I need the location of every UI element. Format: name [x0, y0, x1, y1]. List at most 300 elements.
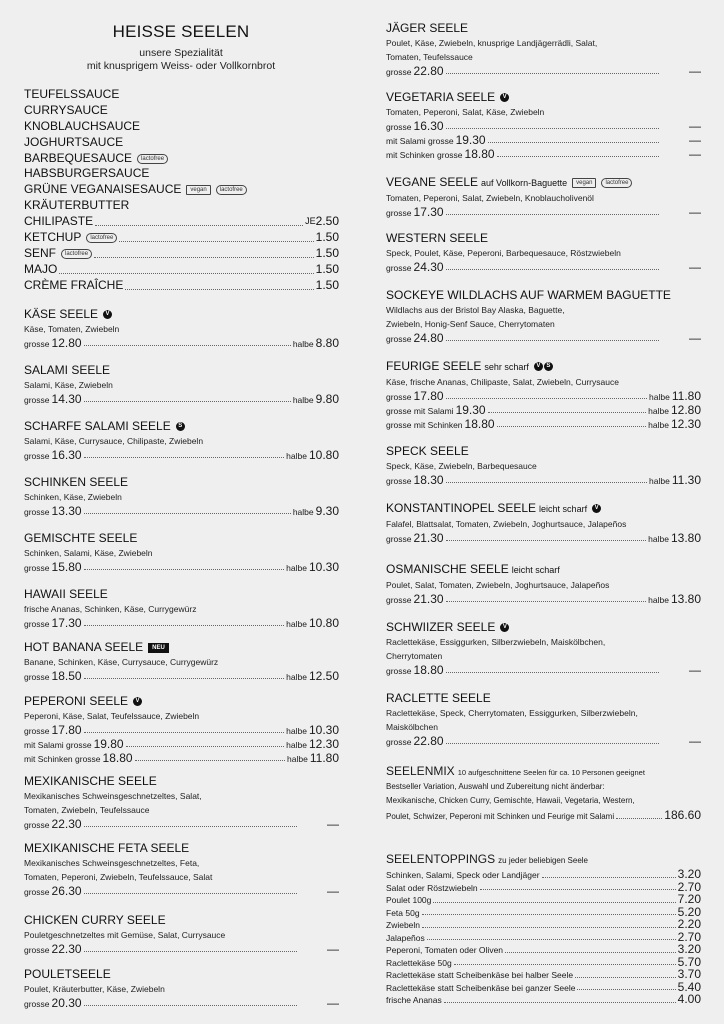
item-description: Poulet, Kräuterbutter, Käse, Zwiebeln [24, 984, 165, 994]
topping-item [386, 893, 701, 906]
item-title [24, 694, 339, 709]
item-description: Pouletgeschnetzeltes mit Gemüse, Salat, Currysauce [24, 930, 226, 940]
price-row [24, 723, 339, 737]
half-price: 11.80 [671, 389, 701, 403]
sauce-item [24, 198, 339, 213]
half-price: 12.50 [308, 669, 339, 683]
size-label: grosse [24, 887, 50, 897]
half-price: 13.80 [670, 592, 701, 606]
no-half-dash: — [689, 64, 701, 78]
large-price: 17.80 [413, 389, 444, 403]
topping-price: 7.20 [677, 892, 701, 906]
sauce-name: BARBEQUESAUCE [24, 151, 133, 165]
leader-dots [446, 601, 647, 602]
item-description: Tomaten, Peperoni, Salat, Käse, Zwiebeln [386, 107, 545, 117]
item-name: VEGANE SEELE [386, 175, 479, 189]
large-price: 22.80 [413, 64, 444, 78]
no-half-dash: — [689, 133, 701, 147]
large-price: 18.80 [102, 751, 133, 765]
price-row [386, 592, 701, 606]
seelenmix-desc: Mexikanische, Chicken Curry, Gemischte, Hawaii, Vegetaria, Western, [386, 796, 635, 805]
item-subtitle: leicht scharf [539, 504, 588, 514]
half-price: 10.30 [308, 723, 339, 737]
sauce-name: KETCHUP [24, 230, 82, 244]
leader-dots [575, 977, 676, 978]
large-price: 15.80 [51, 560, 82, 574]
large-price: 26.30 [51, 884, 82, 898]
leader-dots [84, 625, 285, 626]
sauce-name: TEUFELSSAUCE [24, 87, 120, 101]
sauce-name: GRÜNE VEGANAISESAUCE [24, 182, 182, 196]
leader-dots [446, 482, 648, 483]
page-title: HEISSE SEELEN [112, 22, 250, 41]
page-subtitle: unsere Spezialität mit knusprigem Weiss- oder Vollkornbrot [86, 47, 276, 72]
sauce-name: KNOBLAUCHSAUCE [24, 119, 141, 133]
leader-dots [488, 412, 647, 413]
half-price: 9.30 [315, 504, 339, 518]
large-price: 16.30 [413, 119, 444, 133]
menu-item [386, 175, 701, 219]
leader-dots [84, 345, 291, 346]
price-row [386, 260, 701, 274]
topping-name: Zwiebeln [386, 920, 421, 930]
price-row [386, 119, 701, 133]
item-description: Raclettekäse, Essiggurken, Silberzwiebeln, Maiskölbchen, [386, 637, 606, 647]
price-row [386, 389, 701, 403]
sauce-name: CRÈME FRAÎCHE [24, 278, 124, 292]
item-name: WESTERN SEELE [386, 231, 489, 245]
size-label: mit Salami grosse [24, 740, 92, 750]
size-label: grosse [24, 820, 50, 830]
leader-dots [446, 214, 659, 215]
half-label: halbe [286, 672, 307, 682]
item-description: Mexikanisches Schweinsgeschnetzeltes, Feta, [24, 858, 200, 868]
menu-item [24, 307, 339, 350]
item-description: Poulet, Salat, Tomaten, Zwiebeln, Joghurtsauce, Jalapeños [386, 580, 610, 590]
topping-price: 2.20 [677, 917, 701, 931]
half-label: halbe [292, 395, 314, 405]
price-row [24, 884, 339, 898]
topping-name: Salat oder Röstzwiebeln [386, 882, 478, 893]
topping-name: Feta 50g [386, 907, 420, 918]
item-name: SPECK SEELE [386, 444, 469, 458]
item-name: MEXIKANISCHE SEELE [24, 774, 157, 788]
leader-dots [125, 289, 313, 290]
item-description: Maiskölbchen [386, 722, 438, 732]
item-name: POULETSEELE [24, 967, 111, 981]
size-label: grosse [24, 451, 50, 461]
item-description: Tomaten, Teufelssauce [386, 52, 473, 62]
size-label: mit Schinken grosse [386, 150, 463, 160]
item-title [24, 475, 339, 490]
price-row [386, 205, 701, 219]
price-row [386, 403, 701, 417]
item-description: Schinken, Salami, Käse, Zwiebeln [24, 548, 153, 558]
price-row [386, 663, 701, 677]
half-price: 9.80 [315, 392, 339, 406]
half-label: halbe [287, 754, 308, 764]
sauce-price: 1.50 [315, 262, 339, 276]
menu-item [24, 913, 339, 956]
size-label: grosse [386, 67, 412, 77]
topping-item [386, 906, 701, 919]
item-title [24, 774, 339, 789]
item-name: CHICKEN CURRY SEELE [24, 913, 166, 927]
item-description: Mexikanisches Schweinsgeschnetzeltes, Salat, [24, 791, 202, 801]
price-row [24, 448, 339, 462]
topping-item [386, 943, 701, 956]
item-title [24, 841, 339, 856]
item-title [386, 444, 701, 459]
item-description: Speck, Poulet, Käse, Peperoni, Barbequesauce, Röstzwiebeln [386, 248, 621, 258]
item-name: MEXIKANISCHE FETA SEELE [24, 841, 190, 855]
item-description: Banane, Schinken, Käse, Currysauce, Currygewürz [24, 657, 219, 667]
large-price: 18.30 [413, 473, 444, 487]
item-title [24, 419, 339, 434]
item-title [386, 288, 701, 303]
large-price: 18.50 [51, 669, 82, 683]
no-half-dash: — [327, 942, 339, 956]
size-label: grosse [24, 999, 50, 1009]
half-label: halbe [648, 534, 669, 544]
topping-name: Jalapeños [386, 932, 425, 943]
item-description: Schinken, Käse, Zwiebeln [24, 492, 122, 502]
topping-price: 2.70 [677, 879, 701, 894]
topping-name: Raclettekäse statt Scheibenkäse bei halber Seele [386, 970, 574, 980]
large-price: 16.30 [51, 448, 82, 462]
item-title [386, 562, 701, 578]
no-half-dash: — [689, 260, 701, 274]
half-price: 10.30 [308, 560, 339, 574]
vegetarian-icon: V [103, 310, 112, 319]
item-description: Peperoni, Käse, Salat, Teufelssauce, Zwiebeln [24, 711, 200, 721]
leader-dots [488, 142, 659, 143]
item-name: GEMISCHTE SEELE [24, 531, 138, 545]
item-name: RACLETTE SEELE [386, 691, 491, 705]
leader-dots [446, 340, 659, 341]
vegan-badge: vegan [186, 185, 210, 195]
price-row [24, 996, 339, 1010]
item-title [386, 175, 701, 191]
leader-dots [84, 569, 285, 570]
seelenmix-section [386, 764, 701, 822]
item-subtitle: leicht scharf [511, 565, 560, 575]
item-title [386, 620, 701, 635]
leader-dots [444, 1002, 676, 1003]
price-row [386, 331, 701, 345]
sauce-name: KRÄUTERBUTTER [24, 198, 130, 212]
size-label: grosse [24, 672, 50, 682]
sauce-item [24, 151, 339, 166]
topping-price: 5.40 [677, 979, 701, 994]
vegetarian-icon: V [500, 623, 509, 632]
seelenmix-price: 186.60 [664, 808, 701, 822]
half-label: halbe [648, 406, 669, 416]
item-title [386, 501, 701, 517]
menu-item [24, 694, 339, 765]
sauce-item [24, 262, 339, 277]
large-price: 14.30 [51, 392, 82, 406]
sauce-item [24, 214, 339, 229]
price-row [24, 942, 339, 956]
large-price: 18.80 [413, 663, 444, 677]
size-label: grosse [24, 619, 50, 629]
menu-item [386, 620, 701, 677]
seelenmix-price-row: Poulet, Schwizer, Peperoni mit Schinken und Feurige mit Salami 186.60 [386, 808, 701, 822]
leader-dots [497, 426, 647, 427]
seelenmix-title: SEELENMIX 10 aufgeschnittene Seelen für ca. 10 Personen geeignet [386, 764, 645, 778]
item-subtitle: auf Vollkorn-Baguette [481, 178, 568, 188]
leader-dots [422, 914, 676, 915]
large-price: 17.80 [51, 723, 82, 737]
topping-name: Raclettekäse statt Scheibenkäse bei ganzer Seele [386, 982, 576, 993]
half-price: 12.30 [308, 737, 339, 751]
half-label: halbe [286, 726, 307, 736]
size-label: grosse mit Salami [386, 406, 454, 416]
price-row [386, 147, 701, 161]
lactofree-badge: lactofree [137, 154, 168, 164]
large-price: 17.30 [51, 616, 82, 630]
leader-dots [84, 678, 285, 679]
item-name: PEPERONI SEELE [24, 694, 129, 708]
leader-dots [542, 877, 676, 878]
item-name: OSMANISCHE SEELE [386, 562, 509, 576]
half-label: halbe [286, 451, 307, 461]
half-label: halbe [292, 339, 314, 349]
leader-dots [446, 672, 659, 673]
item-title [24, 640, 339, 655]
half-label: halbe [292, 507, 314, 517]
leader-dots [84, 826, 297, 827]
sauce-item [24, 230, 339, 245]
size-label: mit Schinken grosse [24, 754, 101, 764]
size-label: grosse [24, 395, 50, 405]
no-half-dash: — [689, 119, 701, 133]
sauce-price: 2.50 [315, 214, 339, 228]
lactofree-badge: lactofree [216, 185, 247, 195]
price-row [24, 504, 339, 518]
large-price: 18.80 [464, 147, 495, 161]
price-row [24, 751, 339, 765]
topping-name: Peperoni, Tomaten oder Oliven [386, 945, 504, 955]
large-price: 17.30 [413, 205, 444, 219]
item-title [24, 587, 339, 602]
item-title [24, 967, 339, 982]
large-price: 24.30 [413, 260, 444, 274]
menu-item [386, 90, 701, 161]
spicy-icon: S [176, 422, 185, 431]
half-label: halbe [649, 392, 670, 402]
item-title [386, 90, 701, 105]
topping-item [386, 931, 701, 944]
leader-dots [480, 889, 676, 890]
leader-dots [422, 927, 676, 928]
topping-item [386, 968, 701, 981]
sauce-item [24, 119, 339, 134]
lactofree-badge: lactofree [61, 249, 92, 259]
menu-item [386, 562, 701, 606]
no-half-dash: — [689, 734, 701, 748]
topping-item [386, 981, 701, 994]
sauce-price: 1.50 [315, 278, 339, 292]
size-label: grosse [24, 945, 50, 955]
toppings-list [386, 868, 701, 1006]
leader-dots [427, 939, 676, 940]
item-name: JÄGER SEELE [386, 21, 469, 35]
item-description: Zwiebeln, Honig-Senf Sauce, Cherrytomaten [386, 319, 555, 329]
large-price: 20.30 [51, 996, 82, 1010]
leader-dots [84, 893, 297, 894]
leader-dots [84, 1005, 297, 1006]
half-price: 11.30 [671, 473, 701, 487]
item-name: SCHWIIZER SEELE [386, 620, 496, 634]
half-label: halbe [648, 420, 669, 430]
seelenmix-desc: Bestseller Variation, Auswahl und Zubereitung nicht änderbar: [386, 782, 605, 791]
vegan-badge: vegan [572, 178, 596, 188]
item-name: KONSTANTINOPEL SEELE [386, 501, 537, 515]
price-row [24, 669, 339, 683]
price-row [386, 133, 701, 147]
toppings-title: SEELENTOPPINGS zu jeder beliebigen Seele [386, 852, 588, 866]
leader-dots [84, 951, 297, 952]
topping-name: Raclettekäse 50g [386, 957, 452, 968]
item-name: HAWAII SEELE [24, 587, 108, 601]
size-label: grosse [24, 726, 50, 736]
item-title [24, 531, 339, 546]
no-half-dash: — [689, 663, 701, 677]
sauce-price: 1.50 [315, 230, 339, 244]
sauce-price: 1.50 [315, 246, 339, 260]
large-price: 19.30 [455, 403, 486, 417]
vegetarian-icon: V [534, 362, 543, 371]
size-label: grosse [386, 476, 412, 486]
item-description: Salami, Käse, Currysauce, Chilipaste, Zwiebeln [24, 436, 204, 446]
right-column [362, 0, 724, 1024]
item-name: VEGETARIA SEELE [386, 90, 496, 104]
half-price: 10.80 [308, 448, 339, 462]
no-half-dash: — [327, 884, 339, 898]
size-label: grosse [386, 122, 412, 132]
size-label: grosse [386, 334, 412, 344]
size-label: mit Salami grosse [386, 136, 454, 146]
menu-item [24, 587, 339, 630]
size-label: grosse [386, 263, 412, 273]
size-label: grosse [386, 534, 412, 544]
topping-item [386, 881, 701, 894]
leader-dots [446, 73, 659, 74]
half-price: 8.80 [315, 336, 339, 350]
topping-item [386, 868, 701, 881]
leader-dots [446, 540, 647, 541]
leader-dots [59, 273, 313, 274]
item-description: Tomaten, Peperoni, Salat, Zwiebeln, Knoblaucholivenöl [386, 193, 594, 203]
item-description: Cherrytomaten [386, 651, 443, 661]
leader-dots [446, 398, 648, 399]
price-row [24, 737, 339, 751]
menu-item [386, 231, 701, 274]
topping-price: 3.20 [677, 942, 701, 956]
menu-item [24, 640, 339, 683]
vegetarian-icon: V [500, 93, 509, 102]
menu-item [386, 288, 701, 345]
sauce-item [24, 246, 339, 261]
size-label: grosse [24, 507, 50, 517]
half-label: halbe [286, 740, 307, 750]
large-price: 19.30 [455, 133, 486, 147]
sauce-item [24, 87, 339, 102]
item-subtitle: sehr scharf [484, 362, 529, 372]
sauce-name: MAJO [24, 262, 58, 276]
item-title [386, 691, 701, 706]
leader-dots [577, 989, 675, 990]
leader-dots [126, 746, 285, 747]
vegetarian-icon: V [133, 697, 142, 706]
size-label: grosse [386, 392, 412, 402]
large-price: 22.30 [51, 942, 82, 956]
menu-item [24, 363, 339, 406]
leader-dots [84, 513, 291, 514]
item-description: Falafel, Blattsalat, Tomaten, Zwiebeln, Joghurtsauce, Jalapeños [386, 519, 627, 529]
price-row [24, 560, 339, 574]
large-price: 22.80 [413, 734, 444, 748]
item-name: SALAMI SEELE [24, 363, 111, 377]
price-prefix: JE [305, 216, 316, 226]
item-description: Käse, frische Ananas, Chilipaste, Salat, Zwiebeln, Currysauce [386, 377, 619, 387]
size-label: grosse [386, 595, 412, 605]
size-label: grosse [24, 339, 50, 349]
size-label: grosse [24, 563, 50, 573]
topping-price: 5.20 [677, 904, 701, 919]
size-label: grosse mit Schinken [386, 420, 463, 430]
item-description: Poulet, Käse, Zwiebeln, knusprige Landjägerrädli, Salat, [386, 38, 598, 48]
menu-item [386, 691, 701, 748]
price-row [386, 531, 701, 545]
large-price: 21.30 [413, 531, 444, 545]
topping-name: Schinken, Salami, Speck oder Landjäger [386, 870, 540, 880]
leader-dots [135, 760, 285, 761]
item-name: KÄSE SEELE [24, 307, 99, 321]
topping-price: 3.20 [677, 867, 701, 881]
menu-item [24, 475, 339, 518]
half-price: 12.30 [670, 417, 701, 431]
item-title [24, 363, 339, 378]
menu-item [386, 359, 701, 431]
menu-item [24, 774, 339, 831]
item-title [386, 231, 701, 246]
sauce-name: CURRYSAUCE [24, 103, 108, 117]
topping-price: 4.00 [677, 992, 701, 1006]
topping-price: 2.70 [677, 929, 701, 944]
item-description: Tomaten, Zwiebeln, Teufelssauce [24, 805, 150, 815]
large-price: 19.80 [93, 737, 124, 751]
sauce-name: HABSBURGERSAUCE [24, 166, 150, 180]
half-price: 10.80 [308, 616, 339, 630]
large-price: 21.30 [413, 592, 444, 606]
price-row [386, 734, 701, 748]
leader-dots [505, 952, 676, 953]
lactofree-badge: lactofree [601, 178, 632, 188]
item-name: HOT BANANA SEELE [24, 640, 144, 654]
no-half-dash: — [327, 996, 339, 1010]
leader-dots [94, 257, 314, 258]
menu-item [24, 841, 339, 898]
leader-dots [84, 732, 285, 733]
item-title [24, 307, 339, 322]
menu-item [24, 967, 339, 1010]
no-half-dash: — [689, 147, 701, 161]
leader-dots [446, 743, 659, 744]
leader-dots [95, 225, 303, 226]
